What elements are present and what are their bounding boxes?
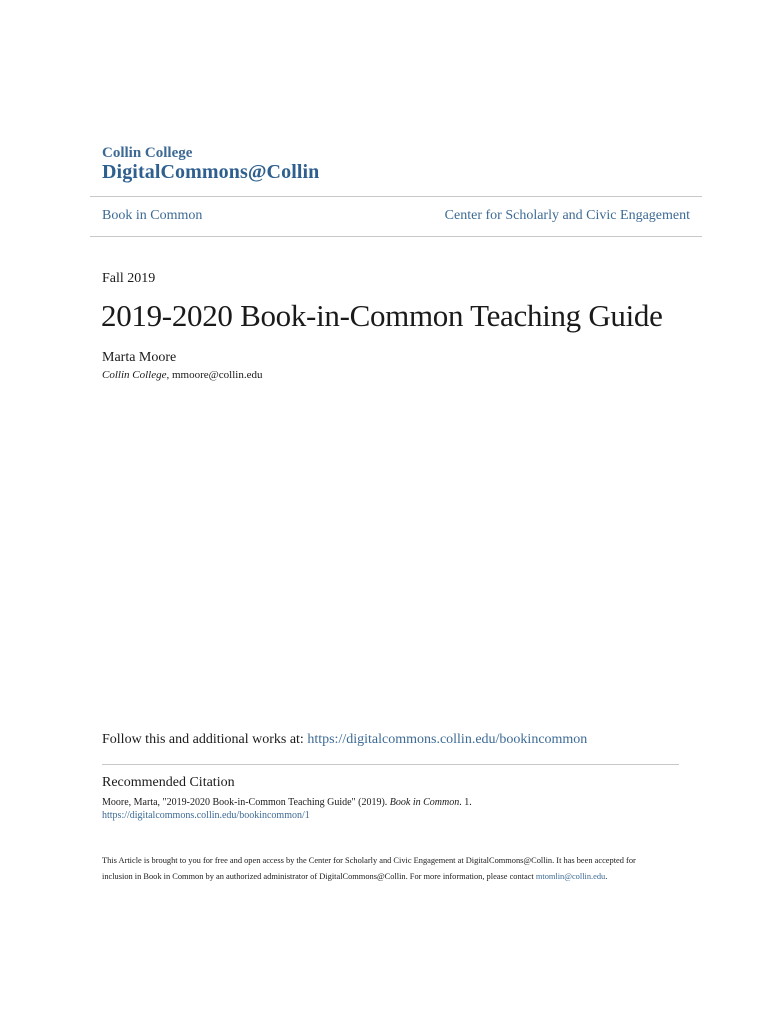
divider	[90, 196, 702, 197]
author-email: mmoore@collin.edu	[171, 369, 263, 381]
citation-link[interactable]: https://digitalcommons.collin.edu/bookincommon/1	[102, 810, 310, 821]
author-affiliation	[102, 369, 262, 381]
citation-text	[102, 796, 472, 810]
affiliation-name: Collin College	[102, 369, 167, 381]
contact-email-link[interactable]: mtomlin@collin.edu	[535, 871, 606, 881]
citation-series: Book in Common	[389, 797, 460, 808]
collection-link[interactable]: https://digitalcommons.collin.edu/bookincommon	[307, 732, 588, 747]
article-title: 2019-2020 Book-in-Common Teaching Guide	[101, 298, 663, 333]
citation-heading: Recommended Citation	[102, 775, 235, 790]
author-name: Marta Moore	[102, 350, 177, 365]
publication-date: Fall 2019	[102, 271, 156, 286]
citation-text-end: . 1.	[459, 797, 472, 808]
access-notice	[102, 853, 662, 884]
follow-line	[102, 732, 587, 748]
divider	[102, 764, 679, 765]
repository-link[interactable]: DigitalCommons@Collin	[102, 161, 320, 183]
affiliation-separator: ,	[166, 369, 172, 381]
citation-text-start: Moore, Marta, "2019-2020 Book-in-Common Teaching Guide" (2019).	[102, 797, 390, 808]
notice-end: .	[605, 871, 608, 881]
center-link[interactable]: Center for Scholarly and Civic Engagement	[444, 208, 690, 223]
notice-text: This Article is brought to you for free and open access by the Center for Scholarly and Civic Engagement at DigitalCommons@Collin. It has been accepted for inclusion in Book in Common by an authorized administrator of DigitalCommons@Collin. For more information, please contact	[102, 856, 636, 881]
institution-name: Collin College	[102, 145, 193, 161]
follow-text: Follow this and additional works at:	[102, 732, 308, 747]
series-link[interactable]: Book in Common	[102, 208, 203, 223]
divider	[90, 236, 702, 237]
